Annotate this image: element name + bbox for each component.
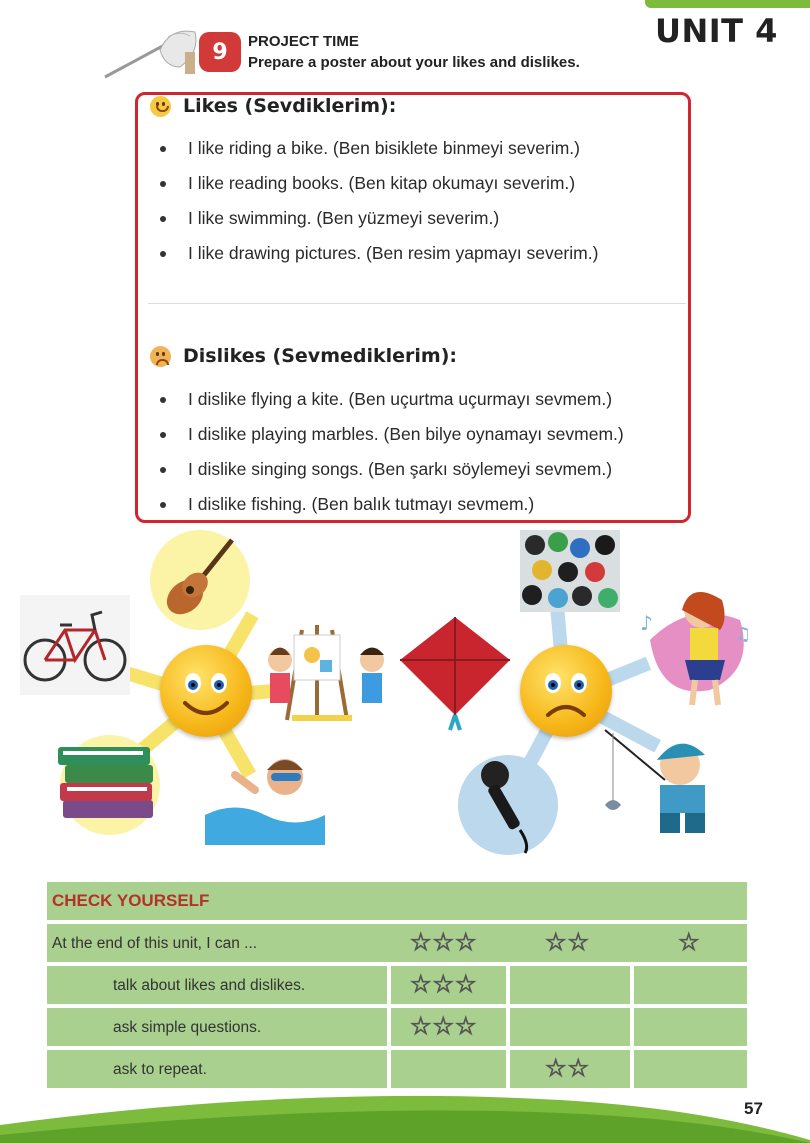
rating-stars[interactable]: ☆☆☆ (410, 1012, 478, 1040)
table-cell (634, 966, 747, 1004)
project-instruction: Prepare a poster about your likes and dislikes. (248, 54, 580, 71)
books-icon (55, 735, 160, 830)
step-number-badge: 9 (199, 32, 241, 72)
dislikes-list (160, 388, 624, 528)
paintbrush-icon (100, 22, 210, 82)
project-title: PROJECT TIME (248, 33, 359, 50)
list-item: I like swimming. (Ben yüzmeyi severim.) (160, 207, 598, 242)
list-item: I like reading books. (Ben kitap okumayı severim.) (160, 172, 598, 207)
fishing-boy-icon (595, 725, 720, 840)
dislikes-heading (150, 345, 457, 367)
check-yourself-title: CHECK YOURSELF (52, 891, 210, 910)
table-cell (510, 1008, 630, 1046)
list-item: I like drawing pictures. (Ben resim yapmayı severim.) (160, 242, 598, 277)
rating-stars[interactable]: ☆☆☆ (410, 970, 478, 998)
table-cell (634, 1008, 747, 1046)
guitar-icon (160, 535, 240, 620)
bottom-green-wave (0, 1080, 810, 1143)
check-item-text: ask simple questions. (113, 1019, 262, 1036)
svg-text:♪: ♪ (640, 611, 653, 635)
check-item-text: talk about likes and dislikes. (113, 977, 306, 994)
bicycle-icon (20, 595, 130, 695)
table-cell (510, 966, 630, 1004)
unit-title: UNIT 4 (655, 12, 778, 50)
check-yourself-intro: At the end of this unit, I can ... (52, 935, 258, 952)
check-item-text: ask to repeat. (113, 1061, 207, 1078)
microphone-icon (470, 755, 550, 855)
list-item: I dislike flying a kite. (Ben uçurtma uçurmayı sevmem.) (160, 388, 624, 423)
sad-smiley-icon (520, 645, 612, 737)
singing-girl-icon (630, 580, 755, 710)
three-stars-header: ☆☆☆ (410, 928, 478, 956)
list-item: I dislike playing marbles. (Ben bilye oynamayı sevmem.) (160, 423, 624, 458)
smiling-face-icon (150, 96, 171, 117)
dislikes-heading-text: Dislikes (Sevmediklerim): (183, 345, 457, 367)
svg-text:♫: ♫ (735, 624, 752, 645)
one-star-header: ☆ (678, 928, 701, 956)
marbles-icon (520, 530, 620, 612)
swimming-boy-icon (205, 745, 325, 845)
page-number: 57 (744, 1099, 763, 1118)
kite-icon (395, 615, 515, 735)
happy-smiley-icon (160, 645, 252, 737)
section-divider (148, 303, 686, 304)
top-green-strip (645, 0, 810, 8)
sad-face-icon (150, 346, 171, 367)
list-item: I dislike singing songs. (Ben şarkı söylemeyi sevmem.) (160, 458, 624, 493)
likes-heading (150, 95, 396, 117)
list-item: I like riding a bike. (Ben bisiklete binmeyi severim.) (160, 137, 598, 172)
drawing-kids-icon (262, 615, 392, 725)
two-stars-header: ☆☆ (545, 928, 591, 956)
rating-stars[interactable]: ☆☆ (545, 1054, 591, 1082)
likes-list (160, 137, 598, 277)
list-item: I dislike fishing. (Ben balık tutmayı sevmem.) (160, 493, 624, 528)
likes-heading-text: Likes (Sevdiklerim): (183, 95, 397, 117)
